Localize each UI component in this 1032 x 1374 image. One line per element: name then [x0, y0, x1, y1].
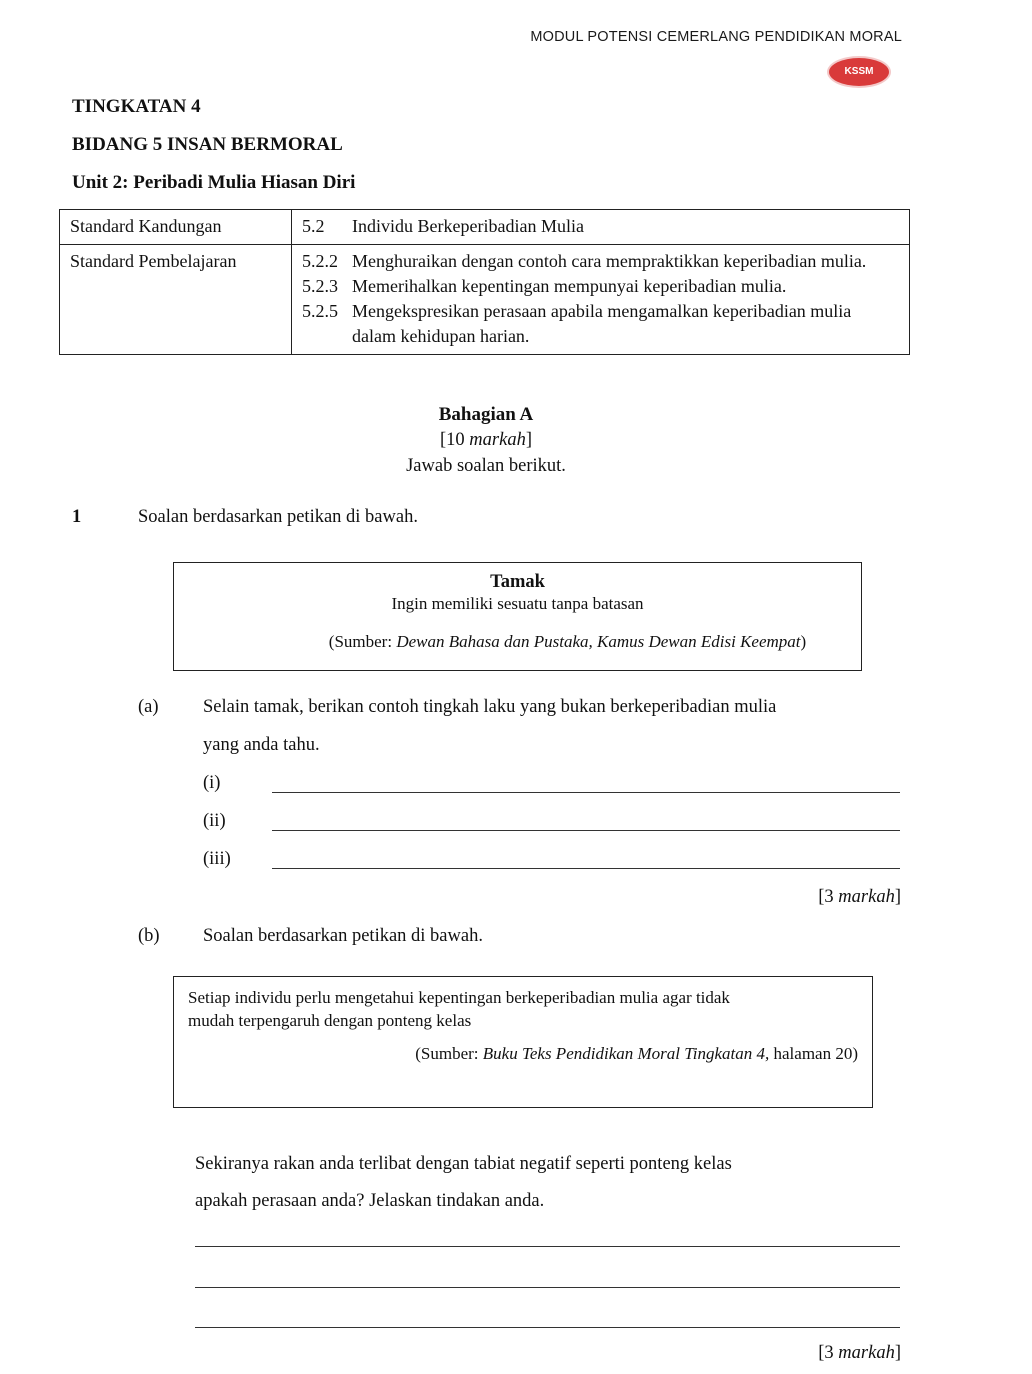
list-item	[302, 274, 899, 299]
part-b-marks: [3 markah]	[818, 1343, 901, 1363]
excerpt-source: (Sumber: Buku Teks Pendidikan Moral Tingkatan 4, halaman 20)	[415, 1044, 858, 1063]
item-number: 5.2.5	[302, 301, 338, 321]
answer-line-ii[interactable]	[272, 830, 900, 831]
part-b-text: Soalan berdasarkan petikan di bawah.	[203, 926, 483, 946]
kssm-logo: KSSM	[829, 58, 889, 86]
answer-line-iii[interactable]	[272, 868, 900, 869]
section-title: Bahagian A	[438, 404, 534, 425]
part-a-label: (a)	[138, 697, 159, 717]
section-marks: [10 markah]	[440, 430, 532, 450]
answer-label-ii: (ii)	[203, 811, 226, 831]
excerpt-box-ponteng	[173, 976, 873, 1108]
answer-label-iii: (iii)	[203, 849, 231, 869]
part-a-text-line2: yang anda tahu.	[203, 735, 320, 755]
answer-label-i: (i)	[203, 773, 221, 793]
module-title: MODUL POTENSI CEMERLANG PENDIDIKAN MORAL	[530, 29, 902, 45]
part-a-text-line1: Selain tamak, berikan contoh tingkah laku yang bukan berkeperibadian mulia	[203, 697, 777, 717]
table-row	[60, 210, 910, 245]
part-b-question-line1: Sekiranya rakan anda terlibat dengan tabiat negatif seperti ponteng kelas	[195, 1154, 732, 1174]
item-text: Menghuraikan dengan contoh cara mempraktikkan keperibadian mulia.	[352, 251, 867, 271]
standard-content-text: Individu Berkeperibadian Mulia	[352, 216, 584, 236]
learning-standard-label: Standard Pembelajaran	[60, 245, 292, 355]
item-text: Mengekspresikan perasaan apabila mengamalkan keperibadian mulia dalam kehidupan harian.	[352, 301, 852, 346]
question-number: 1	[72, 507, 82, 527]
excerpt-title: Tamak	[490, 572, 545, 592]
form-heading: TINGKATAN 4	[72, 96, 201, 117]
question-text: Soalan berdasarkan petikan di bawah.	[138, 507, 418, 527]
answer-line-b1[interactable]	[195, 1246, 900, 1247]
standard-content-value	[292, 210, 910, 245]
item-number: 5.2.2	[302, 251, 338, 271]
part-b-label: (b)	[138, 926, 160, 946]
answer-line-i[interactable]	[272, 792, 900, 793]
unit-heading: Unit 2: Peribadi Mulia Hiasan Diri	[72, 172, 356, 193]
learning-standard-list	[292, 245, 910, 355]
excerpt-box-tamak	[173, 562, 862, 671]
standard-content-number: 5.2	[302, 216, 325, 236]
list-item	[302, 299, 899, 349]
list-item	[302, 249, 899, 274]
excerpt-definition: Ingin memiliki sesuatu tanpa batasan	[391, 594, 644, 613]
excerpt-source: (Sumber: Dewan Bahasa dan Pustaka, Kamus Dewan Edisi Keempat)	[328, 632, 807, 651]
excerpt-line2: mudah terpengaruh dengan ponteng kelas	[188, 1011, 472, 1030]
standard-content-label: Standard Kandungan	[60, 210, 292, 245]
section-instruction: Jawab soalan berikut.	[406, 456, 566, 476]
standards-table	[59, 209, 910, 355]
answer-line-b2[interactable]	[195, 1287, 900, 1288]
part-b-question-line2: apakah perasaan anda? Jelaskan tindakan anda.	[195, 1191, 545, 1211]
table-row	[60, 245, 910, 355]
field-heading: BIDANG 5 INSAN BERMORAL	[72, 134, 343, 155]
item-number: 5.2.3	[302, 276, 338, 296]
item-text: Memerihalkan kepentingan mempunyai keperibadian mulia.	[352, 276, 787, 296]
excerpt-line1: Setiap individu perlu mengetahui kepentingan berkeperibadian mulia agar tidak	[188, 988, 730, 1007]
part-a-marks: [3 markah]	[818, 887, 901, 907]
answer-line-b3[interactable]	[195, 1327, 900, 1328]
